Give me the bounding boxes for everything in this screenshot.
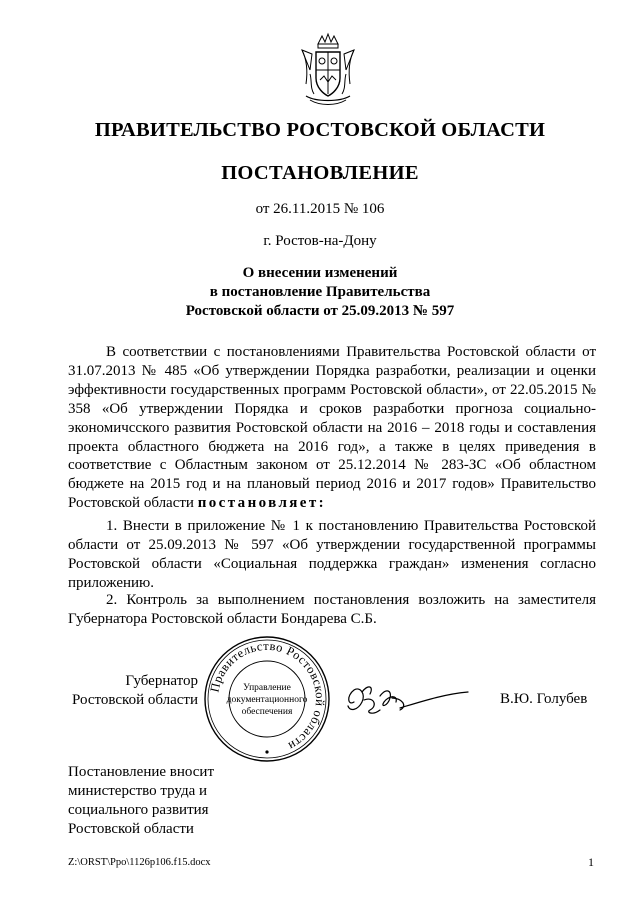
official-stamp-icon [202,634,332,764]
footer-page-number: 1 [588,855,594,869]
signer-name: В.Ю. Голубев [500,691,588,707]
stamp-inner-line-3: обеспечения [241,707,293,717]
handwritten-signature-icon [340,676,472,722]
subject-line-1: О внесении изменений [242,265,398,281]
item-1-paragraph: 1. Внести в приложение № 1 к постановлению Правительства Ростовской области от 25.09.2013 № 597 «Об утверждении государственной программы Ростовской области «Социальная поддержка граждан» изменения согласно приложению. [68,518,596,591]
note-line-1: Постановление вносит [68,764,215,780]
note-line-3: социального развития [68,802,209,818]
note-line-2: министерство труда и [68,783,208,799]
stamp-outer-text: Правительство Ростовской области [207,638,328,754]
position-line-2: Ростовской области [72,692,198,708]
preamble-text: В соответствии с постановлениями Правительства Ростовской области от 31.07.2013 № 485 «Об утверждении Порядка разработки, реализации и оценки эффективности государственных программ Ростовской области», от 22.05.2015 № 358 «Об утверждении Порядка и сроков разработки прогноза социально-экономичсского развития Ростовской области на 2016 – 2018 годы и составления проекта областного бюджета на 2016 год», а также в целях приведения в соответствие с Областным законом от 25.12.2014 № 283-ЗС «Об областном бюджете на 2015 год и на плановый период 2016 и 2017 годов» Правительство Ростовской области [68,344,596,512]
position-line-1: Губернатор [125,673,198,689]
submitter-note [68,763,268,839]
resolves-word: постановляет: [197,495,326,512]
signer-position [68,672,198,710]
organization-title: ПРАВИТЕЛЬСТВО РОСТОВСКОЙ ОБЛАСТИ [94,119,546,141]
note-line-4: Ростовской области [68,821,194,837]
item-2-paragraph: 2. Контроль за выполнением постановления возложить на заместителя Губернатора Ростовской области Бондарева С.Б. [68,592,596,627]
footer-file-path: Z:\ORST\Ppo\1126p106.f15.docx [68,857,211,868]
subject-line-2: в постановление Правительства [209,284,431,300]
preamble-paragraph [68,343,596,513]
document-city: г. Ростов-на-Дону [263,233,377,249]
document-type: ПОСТАНОВЛЕНИЕ [221,162,419,184]
stamp-inner-line-1: Управление [243,683,291,693]
subject-line-3: Ростовской области от 25.09.2013 № 597 [185,303,455,319]
document-date-number: от 26.11.2015 № 106 [255,201,385,217]
stamp-inner-line-2: документационного [226,695,308,705]
coat-of-arms-icon [296,30,360,110]
stamp-star [265,750,268,753]
document-subject [0,264,640,321]
